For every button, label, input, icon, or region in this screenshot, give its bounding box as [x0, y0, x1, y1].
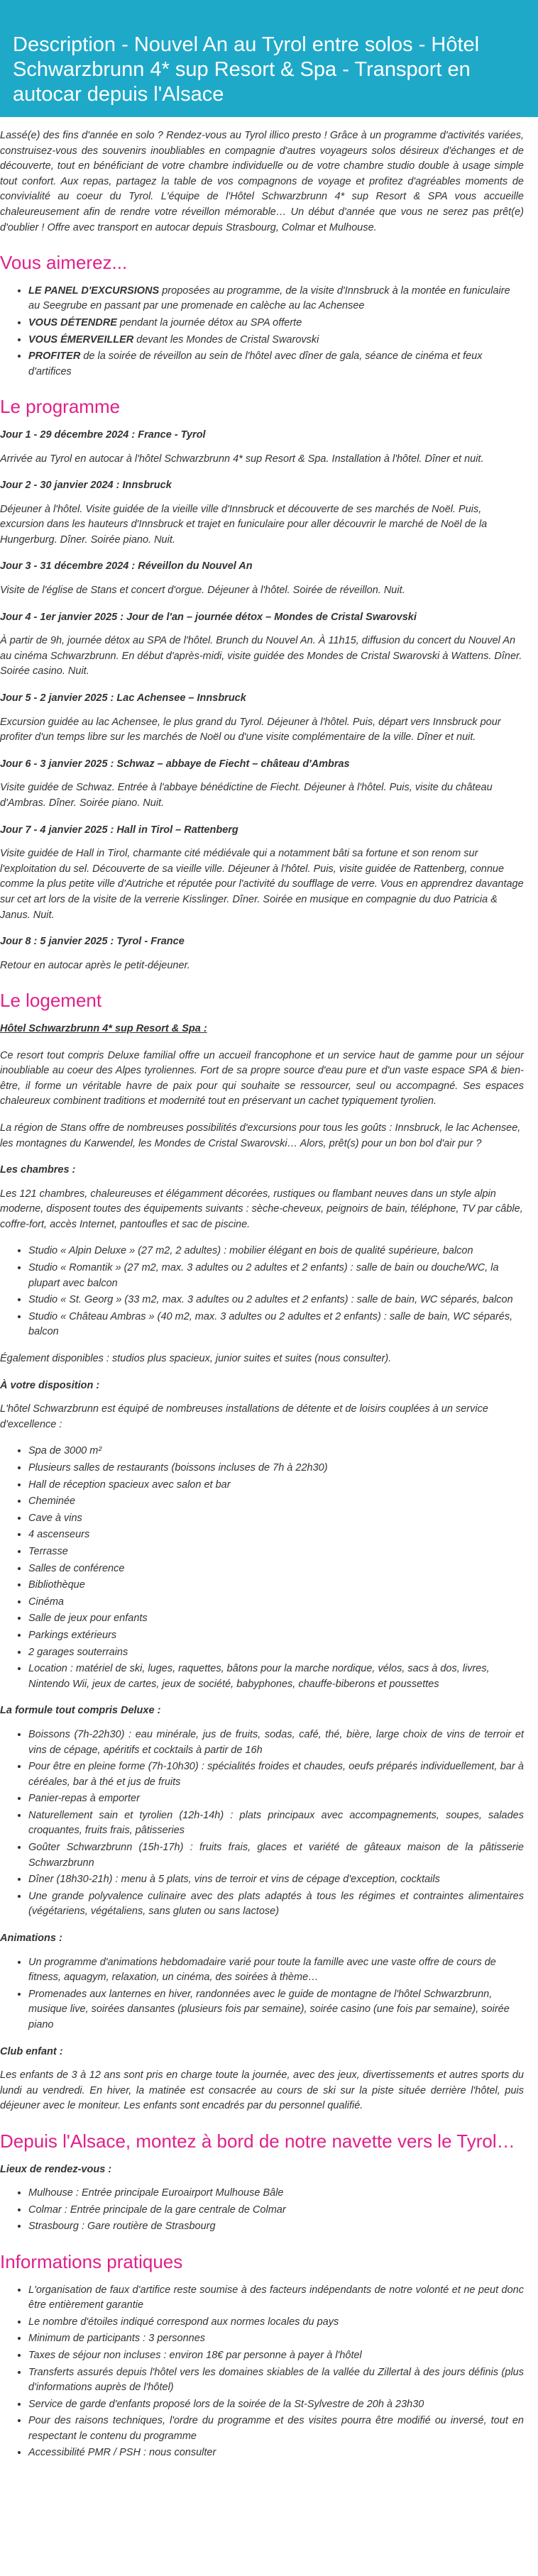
list-item: • Transferts assurés depuis l'hôtel vers les domaines skiables de la vallée du Zillertal à des jours définis (plus d'informations auprès de l'hôtel) — [28, 2365, 524, 2396]
list-item: • Panier-repas à emporter — [28, 1791, 524, 1807]
also-available-text: Également disponibles : studios plus spacieux, junior suites et suites (nous consulter). — [0, 1353, 392, 1365]
hotel-name: Hôtel Schwarzbrunn 4* sup Resort & Spa : — [0, 1022, 207, 1034]
list-item: • Pour être en pleine forme (7h-10h30) : spécialités froides et chaudes, oeufs préparés individuellement, bar à céréales, bar à thé et jus de fruits — [28, 1759, 524, 1790]
list-item: • VOUS ÉMERVEILLER devant les Mondes de Cristal Swarovski — [28, 333, 524, 348]
intro-text: Lassé(e) des fins d'année en solo ? Rendez-vous au Tyrol illico presto ! Grâce à un programme d'activités variées, construisez-vous des souvenirs inoubliables en compagnie d'autres voyageurs solos désireux d'échanges et de découverte, tout en bénéficiant de votre chambre individuelle ou de votre chambre studio double à usage simple tout confort. Aux repas, partagez la table de vos compagnons de voyage et profitez d'agréables moments de convivialité au coeur du Tyrol. L'équipe de l'Hôtel Schwarzbrunn 4* sup Resort & SPA vous accueille chaleureusement afin de rendre votre réveillon mémorable… Un début d'année que vous ne serez pas prêt(e) d'oublier ! Offre avec transport en autocar depuis Strasbourg, Colmar et Mulhouse. — [0, 130, 524, 233]
day-title: Jour 1 - 29 décembre 2024 : France - Tyrol — [0, 429, 206, 441]
list-item: • Un programme d'animations hebdomadaire varié pour toute la famille avec une vaste offre de cours de fitness, aquagym, relaxation, un cinéma, des soirées à thème… — [28, 1955, 524, 1986]
list-item: • Taxes de séjour non incluses : environ 18€ par personne à payer à l'hôtel — [28, 2348, 524, 2364]
day-text: Visite guidée de Schwaz. Entrée à l'abbaye bénédictine de Fiecht. Déjeuner à l'hôtel. Puis, visite du château d'Ambras. Dîner. Soirée piano. Nuit. — [0, 782, 493, 809]
list-item: • Cheminée — [28, 1494, 524, 1510]
day-text: Visite de l'église de Stans et concert d'orgue. Déjeuner à l'hôtel. Soirée de réveillon. Nuit. — [0, 585, 405, 597]
region-text: La région de Stans offre de nombreuses possibilités d'excursions pour tous les goûts : Innsbruck, le lac Achensee, les montagnes du Karwendel, les Mondes de Cristal Swarovski… Alors, prêt(s) pour un bon bol d'air pur ? — [0, 1122, 521, 1149]
day-title: Jour 8 : 5 janvier 2025 : Tyrol - France — [0, 936, 185, 948]
day-title: Jour 2 - 30 janvier 2024 : Innsbruck — [0, 480, 172, 492]
depuis-alsace-heading: Depuis l'Alsace, montez à bord de notre navette vers le Tyrol… — [0, 2130, 515, 2152]
list-item: • Une grande polyvalence culinaire avec des plats adaptés à tous les régimes et contraintes alimentaires (végétariens, végétaliens, sans gluten ou sans lactose) — [28, 1889, 524, 1920]
list-item: • Spa de 3000 m² — [28, 1444, 524, 1459]
list-item: • Location : matériel de ski, luges, raquettes, bâtons pour la marche nordique, vélos, sacs à dos, livres, Nintendo Wii, jeux de cartes, jeux de société, babyphones, chauffe-biberons et poussettes — [28, 1662, 524, 1692]
list-item: • Salles de conférence — [28, 1561, 524, 1577]
club-text: Les enfants de 3 à 12 ans sont pris en charge toute la journée, avec des jeux, divertissements et autres sports du lundi au vendredi. En hiver, la matinée est consacrée au cours de ski sur la piste située derrière l'hôtel, puis déjeuner avec le moniteur. Les enfants sont encadrés par du personnel qualifié. — [0, 2069, 524, 2112]
list-item: • Hall de réception spacieux avec salon et bar — [28, 1478, 524, 1493]
formule-list — [0, 1728, 524, 1920]
list-item: • Le nombre d'étoiles indiqué correspond aux normes locales du pays — [28, 2315, 524, 2331]
list-item: • Parkings extérieurs — [28, 1628, 524, 1644]
list-item: • Studio « Château Ambras » (40 m2, max. 3 adultes ou 2 adultes et 2 enfants) : salle de bain, WC séparés, balcon — [28, 1310, 524, 1340]
day-text: Excursion guidée au lac Achensee, le plus grand du Tyrol. Déjeuner à l'hôtel. Puis, départ vers Innsbruck pour profiter d'un temps libre sur les marchés de Noël ou d'une visite complémentaire de la ville. Dîner et nuit. — [0, 716, 501, 743]
list-item: • Bibliothèque — [28, 1578, 524, 1593]
animations-list — [0, 1955, 524, 2033]
list-item: • PROFITER de la soirée de réveillon au sein de l'hôtel avec dîner de gala, séance de cinéma et feux d'artifices — [28, 349, 524, 380]
day-text: Arrivée au Tyrol en autocar à l'hôtel Schwarzbrunn 4* sup Resort & Spa. Installation à l'hôtel. Dîner et nuit. — [0, 453, 484, 465]
day-title: Jour 7 - 4 janvier 2025 : Hall in Tirol – Rattenberg — [0, 824, 238, 836]
content — [0, 128, 538, 2461]
list-item: • Studio « Alpin Deluxe » (27 m2, 2 adultes) : mobilier élégant en bois de qualité supérieure, balcon — [28, 1244, 524, 1259]
list-item: • Studio « Romantik » (27 m2, max. 3 adultes ou 2 adultes et 2 enfants) : salle de bain ou douche/WC, la plupart avec balcon — [28, 1261, 524, 1291]
day-text: À partir de 9h, journée détox au SPA de l'hôtel. Brunch du Nouvel An. À 11h15, diffusion du concert du Nouvel An au cinéma Schwarzbrunn. En début d'après-midi, visite guidée des Mondes de Cristal Swarovski à Wattens. Dîner. Soirée casino. Nuit. — [0, 635, 522, 678]
room-types-list — [0, 1244, 524, 1340]
list-item: • Pour des raisons techniques, l'ordre du programme et des visites pourra être modifié ou inversé, tout en respectant le contenu du programme — [28, 2414, 524, 2444]
infos-heading: Informations pratiques — [0, 2250, 183, 2272]
list-item: • Studio « St. Georg » (33 m2, max. 3 adultes ou 2 adultes et 2 enfants) : salle de bain, WC séparés, balcon — [28, 1293, 524, 1308]
list-item: • Mulhouse : Entrée principale Euroairport Mulhouse Bâle — [28, 2186, 524, 2201]
day-text: Retour en autocar après le petit-déjeuner. — [0, 959, 190, 971]
list-item: • Strasbourg : Gare routière de Strasbourg — [28, 2219, 524, 2235]
list-item: • 4 ascenseurs — [28, 1527, 524, 1543]
infos-list — [0, 2283, 524, 2462]
list-item: • Naturellement sain et tyrolien (12h-14h) : plats principaux avec accompagnements, soupes, salades croquantes, fruits frais, pâtisseries — [28, 1808, 524, 1839]
list-item: • Terrasse — [28, 1544, 524, 1560]
chambres-heading: Les chambres : — [0, 1164, 76, 1176]
hotel-description: Ce resort tout compris Deluxe familial offre un accueil francophone et un service haut de gamme pour un séjour inoubliable au coeur des Alpes tyroliennes. Fort de sa propre source d'eau pure et d'un vaste espace SPA & bien-être, il forme un véritable havre de paix pour qui souhaite se ressourcer, seul ou accompagné. Ses espaces chaleureux combinent traditions et modernité tout en préservant un cachet typiquement tyrolien. — [0, 1049, 524, 1107]
disposition-heading: À votre disposition : — [0, 1379, 100, 1391]
list-item: • Promenades aux lanternes en hiver, randonnées avec le guide de montagne de l'hôtel Schwarzbrunn, musique live, soirées dansantes (plusieurs fois par semaine), soirée casino (une fois par semaine), soirée piano — [28, 1987, 524, 2033]
club-heading: Club enfant : — [0, 2045, 63, 2057]
amenities-list — [0, 1444, 524, 1692]
vous-aimerez-list — [0, 284, 524, 380]
list-item: • Cave à vins — [28, 1511, 524, 1527]
page-title: Description - Nouvel An au Tyrol entre solos - Hôtel Schwarzbrunn 4* sup Resort & Spa - Transport en autocar depuis l'Alsace — [0, 0, 538, 117]
list-item: • Salle de jeux pour enfants — [28, 1611, 524, 1627]
day-title: Jour 6 - 3 janvier 2025 : Schwaz – abbaye de Fiecht – château d'Ambras — [0, 758, 350, 770]
day-text: Visite guidée de Hall in Tirol, charmante cité médiévale qui a notamment bâti sa fortune et son renom sur l'exploitation du sel. Découverte de sa vieille ville. Déjeuner à l'hôtel. Puis, visite guidée de Rattenberg, connue comme la plus petite ville d'Autriche et réputée pour l'activité du soufflage de verre. Vous en apprendrez davantage sur cet art lors de la visite de la verrerie Kisslinger. Dîner. Soirée en musique en compagnie du duo Patricia & Janus. Nuit. — [0, 848, 524, 921]
day-title: Jour 4 - 1er janvier 2025 : Jour de l'an – journée détox – Mondes de Cristal Swarovski — [0, 611, 417, 623]
list-item: • Minimum de participants : 3 personnes — [28, 2331, 524, 2347]
day-text: Déjeuner à l'hôtel. Visite guidée de la vieille ville d'Innsbruck et découverte de ses marchés de Noël. Puis, excursion dans les hauteurs d'Innsbruck et trajet en funiculaire pour aller découvrir le marché de Noël de la Hungerburg. Dîner. Soirée piano. Nuit. — [0, 503, 488, 546]
list-item: • Cinéma — [28, 1595, 524, 1610]
list-item: • Colmar : Entrée principale de la gare centrale de Colmar — [28, 2203, 524, 2218]
vous-aimerez-heading: Vous aimerez... — [0, 252, 128, 274]
list-item: • Plusieurs salles de restaurants (boissons incluses de 7h à 22h30) — [28, 1461, 524, 1476]
logement-heading: Le logement — [0, 990, 102, 1012]
list-item: • Accessibilité PMR / PSH : nous consulter — [28, 2445, 524, 2461]
list-item: • VOUS DÉTENDRE pendant la journée détox au SPA offerte — [28, 316, 524, 331]
list-item: • 2 garages souterrains — [28, 1645, 524, 1661]
list-item: • Service de garde d'enfants proposé lors de la soirée de la St-Sylvestre de 20h à 23h30 — [28, 2397, 524, 2413]
disposition-text: L'hôtel Schwarzbrunn est équipé de nombreuses installations de détente et de loisirs couplées à un service d'excellence : — [0, 1403, 488, 1430]
animations-heading: Animations : — [0, 1933, 62, 1945]
list-item: • Dîner (18h30-21h) : menu à 5 plats, vins de terroir et vins de cépage d'exception, cocktails — [28, 1872, 524, 1888]
lieux-heading: Lieux de rendez-vous : — [0, 2163, 112, 2175]
lieux-list — [0, 2186, 524, 2235]
day-title: Jour 3 - 31 décembre 2024 : Réveillon du Nouvel An — [0, 560, 253, 573]
programme-heading: Le programme — [0, 396, 121, 418]
list-item: • L'organisation de faux d'artifice reste soumise à des facteurs indépendants de notre volonté et ne peut donc être entièrement garantie — [28, 2283, 524, 2314]
formule-heading: La formule tout compris Deluxe : — [0, 1705, 161, 1717]
list-item: • Goûter Schwarzbrunn (15h-17h) : fruits frais, glaces et variété de gâteaux maison de la pâtisserie Schwarzbrunn — [28, 1840, 524, 1871]
chambres-text: Les 121 chambres, chaleureuses et élégamment décorées, rustiques ou flambant neuves dans un style alpin moderne, disposent toutes des équipements suivants : sèche-cheveux, peignoirs de bain, téléphone, TV par câble, coffre-fort, accès Internet, pantoufles et sac de piscine. — [0, 1188, 523, 1230]
list-item: • LE PANEL D'EXCURSIONS proposées au programme, de la visite d'Innsbruck à la montée en funiculaire au Seegrube en passant par une promenade en calèche au lac Achensee — [28, 284, 524, 314]
list-item: • Boissons (7h-22h30) : eau minérale, jus de fruits, sodas, café, thé, bière, large choix de vins de terroir et vins de cépage, apéritifs et cocktails à partir de 16h — [28, 1728, 524, 1758]
day-title: Jour 5 - 2 janvier 2025 : Lac Achensee – Innsbruck — [0, 692, 246, 704]
